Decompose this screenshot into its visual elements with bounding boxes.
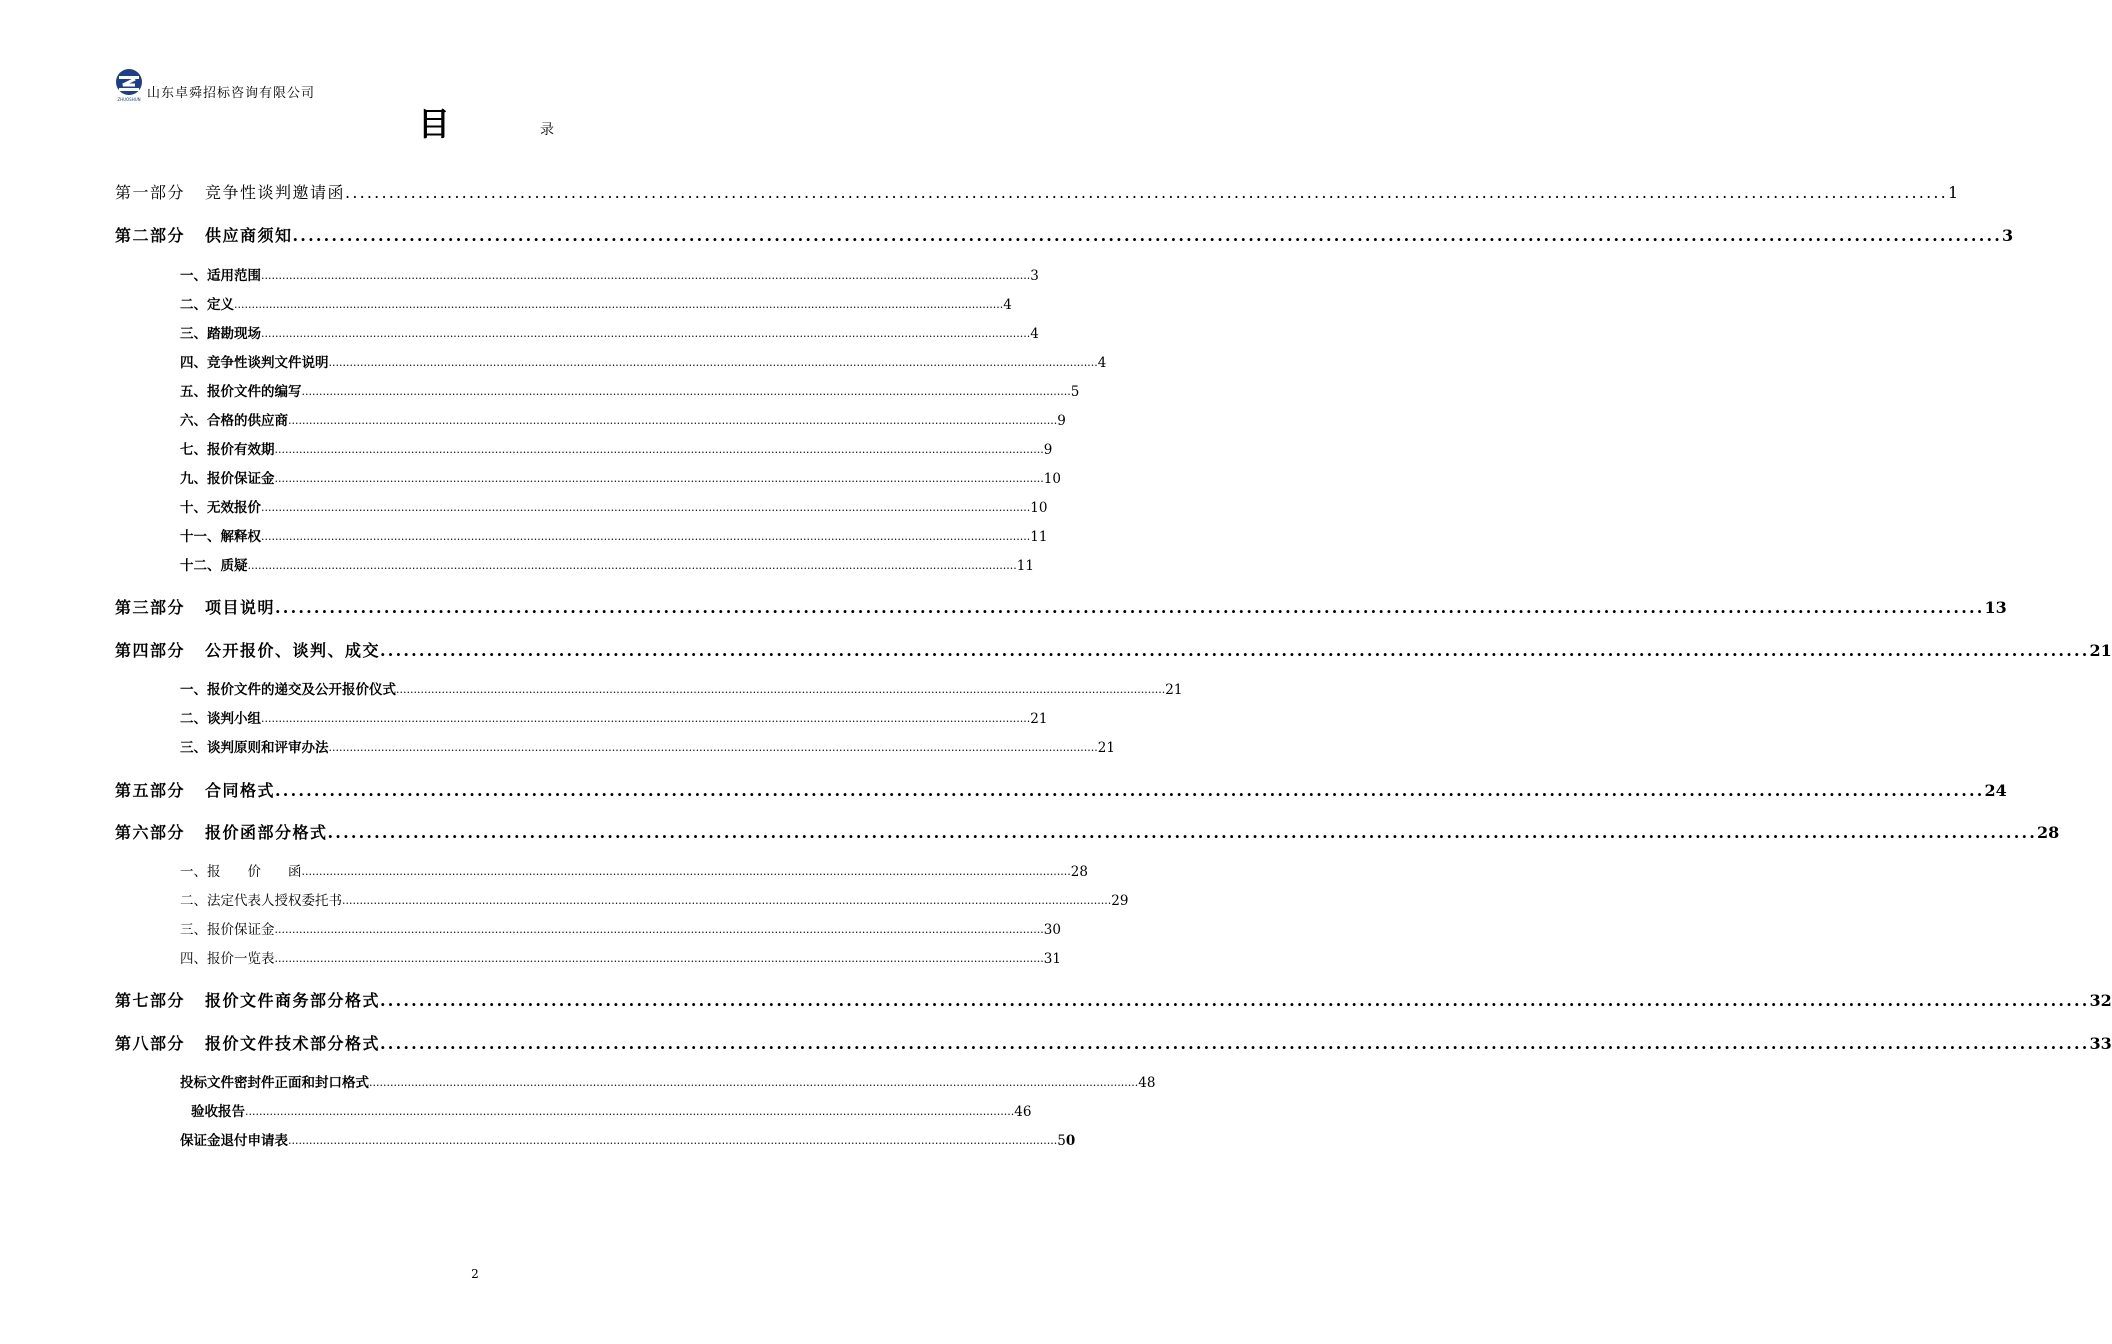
toc-page-number: 28 xyxy=(2037,823,2060,842)
toc-page-number: 30 xyxy=(1043,922,1061,938)
toc-leader-dots: ............................................................................................................................................................................................................................ xyxy=(234,298,1004,311)
toc-leader-dots: ............................................................................................................................................................................................................................ xyxy=(369,1076,1139,1089)
toc-section-entry[interactable] xyxy=(180,527,1048,547)
toc-entry-label xyxy=(115,989,380,1013)
toc-entry-label xyxy=(115,1032,380,1056)
toc-section-entry[interactable] xyxy=(180,469,1061,489)
company-name: 山东卓舜招标咨询有限公司 xyxy=(147,86,316,101)
toc-page-number: 21 xyxy=(1097,740,1115,756)
toc-entry-label: 验收报告 xyxy=(191,1104,245,1120)
toc-entry-label: 一、报价文件的递交及公开报价仪式 xyxy=(180,682,396,698)
toc-leader-dots: ............................................................................................................................................................................................................................ xyxy=(247,559,1017,572)
toc-entry-label xyxy=(115,779,275,803)
toc-section-entry[interactable] xyxy=(180,295,1012,315)
toc-leader-dots: ............................................................................................................................................................................................................................ xyxy=(261,269,1031,282)
toc-part-title: 报价文件商务部分格式 xyxy=(205,991,381,1010)
toc-leader-dots: ............................................................................................................................................................................................................................ xyxy=(274,952,1044,965)
toc-leader-dots: ............................................................................................................................................................................................................................ xyxy=(261,530,1031,543)
toc-leader-dots: ............................................................................................................................................................................................................................ xyxy=(288,414,1058,427)
toc-entry-label: 二、法定代表人授权委托书 xyxy=(180,893,342,909)
toc-leader-dots: ............................................................................................................................................................................................................................ xyxy=(380,991,2090,1010)
toc-part-title: 项目说明 xyxy=(205,598,276,617)
toc-page-number: 5 xyxy=(1070,384,1080,400)
title-suffix: 录 xyxy=(540,122,554,138)
toc-section-entry[interactable] xyxy=(180,1073,1156,1093)
toc-leader-dots: ............................................................................................................................................................................................................................ xyxy=(274,923,1044,936)
toc-entry-label xyxy=(115,224,293,248)
toc-part-number: 第三部分 xyxy=(115,598,186,617)
toc-page-number: 4 xyxy=(1030,326,1039,342)
toc-leader-dots: ............................................................................................................................................................................................................................ xyxy=(301,865,1071,878)
toc-entry-label xyxy=(115,596,275,620)
page-title xyxy=(0,104,950,144)
toc-leader-dots: ............................................................................................................................................................................................................................ xyxy=(292,226,2002,245)
toc-part-entry[interactable] xyxy=(115,821,2060,845)
toc-page-number: 28 xyxy=(1070,864,1088,880)
toc-page-number: 46 xyxy=(1014,1104,1032,1120)
toc-page-number: 21 xyxy=(1165,682,1183,698)
toc-part-entry[interactable] xyxy=(115,224,2014,248)
toc-leader-dots: ............................................................................................................................................................................................................................ xyxy=(274,472,1044,485)
toc-page-number: 21 xyxy=(2089,641,2112,660)
toc-page-number: 31 xyxy=(1043,951,1061,967)
toc-section-entry[interactable] xyxy=(180,862,1088,882)
company-logo-icon xyxy=(113,68,145,102)
toc-entry-label: 投标文件密封件正面和封口格式 xyxy=(180,1075,369,1091)
toc-part-number: 第四部分 xyxy=(115,641,186,660)
toc-part-entry[interactable] xyxy=(115,989,2112,1013)
toc-leader-dots: ............................................................................................................................................................................................................................ xyxy=(261,712,1031,725)
toc-page-number: 3 xyxy=(2002,226,2014,245)
toc-entry-label: 十、无效报价 xyxy=(180,500,261,516)
toc-section-entry[interactable] xyxy=(180,382,1080,402)
toc-leader-dots: ............................................................................................................................................................................................................................ xyxy=(380,641,2090,660)
toc-page-number: 50 xyxy=(1057,1133,1076,1149)
toc-entry-label: 三、踏勘现场 xyxy=(180,326,261,342)
toc-page-number: 10 xyxy=(1043,471,1061,487)
toc-page-number: 4 xyxy=(1097,355,1107,371)
toc-entry-label: 十一、解释权 xyxy=(180,529,261,545)
toc-part-number: 第二部分 xyxy=(115,226,186,245)
toc-entry-label: 九、报价保证金 xyxy=(180,471,275,487)
toc-leader-dots: ............................................................................................................................................................................................................................ xyxy=(342,894,1112,907)
toc-section-entry[interactable] xyxy=(180,411,1066,431)
toc-section-entry[interactable] xyxy=(180,891,1129,911)
toc-entry-label xyxy=(115,639,380,663)
toc-section-entry[interactable] xyxy=(180,709,1048,729)
toc-entry-label: 七、报价有效期 xyxy=(180,442,275,458)
toc-section-entry[interactable] xyxy=(180,949,1061,969)
toc-section-entry[interactable] xyxy=(180,920,1061,940)
toc-part-title: 公开报价、谈判、成交 xyxy=(205,641,381,660)
toc-entry-label: 四、报价一览表 xyxy=(180,951,275,967)
toc-part-entry[interactable] xyxy=(115,779,2007,803)
toc-page-number: 13 xyxy=(1984,598,2007,617)
toc-part-title: 供应商须知 xyxy=(205,226,293,245)
toc-entry-label: 十二、质疑 xyxy=(180,558,248,574)
toc-leader-dots: ............................................................................................................................................................................................................................ xyxy=(380,1034,2090,1053)
svg-text:ZHUOSHUN: ZHUOSHUN xyxy=(117,97,141,102)
toc-part-number: 第六部分 xyxy=(115,823,186,842)
toc-entry-label: 四、竞争性谈判文件说明 xyxy=(180,355,329,371)
toc-leader-dots: ............................................................................................................................................................................................................................ xyxy=(274,443,1044,456)
toc-entry-label: 二、定义 xyxy=(180,297,234,313)
toc-part-entry[interactable] xyxy=(115,181,1959,205)
toc-page-number: 24 xyxy=(1984,781,2007,800)
toc-page-number: 3 xyxy=(1030,268,1039,284)
toc-section-entry[interactable] xyxy=(180,324,1039,344)
toc-section-entry[interactable] xyxy=(180,556,1034,576)
toc-section-entry[interactable] xyxy=(180,498,1048,518)
toc-section-entry[interactable] xyxy=(180,353,1107,373)
toc-part-title: 报价函部分格式 xyxy=(205,823,328,842)
toc-entry-label: 一、报 价 函 xyxy=(180,864,302,880)
toc-entry-label: 二、谈判小组 xyxy=(180,711,261,727)
toc-part-number: 第八部分 xyxy=(115,1034,186,1053)
toc-leader-dots: ............................................................................................................................................................................................................................ xyxy=(345,183,1948,202)
toc-entry-label: 保证金退付申请表 xyxy=(180,1133,288,1149)
toc-leader-dots: ............................................................................................................................................................................................................................ xyxy=(245,1105,1015,1118)
toc-section-entry[interactable] xyxy=(180,680,1183,700)
toc-page-number: 32 xyxy=(2089,991,2112,1010)
toc-leader-dots: ............................................................................................................................................................................................................................ xyxy=(328,741,1098,754)
toc-section-entry[interactable] xyxy=(180,440,1053,460)
toc-leader-dots: ............................................................................................................................................................................................................................ xyxy=(301,385,1071,398)
toc-leader-dots: ............................................................................................................................................................................................................................ xyxy=(275,598,1985,617)
toc-page-number: 11 xyxy=(1016,558,1034,574)
toc-entry-label: 五、报价文件的编写 xyxy=(180,384,302,400)
toc-entry-label: 三、报价保证金 xyxy=(180,922,275,938)
toc-part-entry[interactable] xyxy=(115,1032,2112,1056)
toc-section-entry[interactable] xyxy=(180,266,1039,286)
toc-part-number: 第一部分 xyxy=(115,183,186,202)
toc-leader-dots: ............................................................................................................................................................................................................................ xyxy=(261,501,1031,514)
toc-leader-dots: ............................................................................................................................................................................................................................ xyxy=(288,1134,1058,1147)
toc-leader-dots: ............................................................................................................................................................................................................................ xyxy=(328,356,1098,369)
toc-entry-label xyxy=(115,821,328,845)
toc-page-number: 4 xyxy=(1003,297,1012,313)
toc-leader-dots: ............................................................................................................................................................................................................................ xyxy=(327,823,2037,842)
toc-part-title: 报价文件技术部分格式 xyxy=(205,1034,381,1053)
toc-part-number: 第五部分 xyxy=(115,781,186,800)
toc-leader-dots: ............................................................................................................................................................................................................................ xyxy=(396,683,1166,696)
toc-page-number: 9 xyxy=(1043,442,1053,458)
toc-part-title: 合同格式 xyxy=(205,781,276,800)
toc-page-number: 9 xyxy=(1057,413,1066,429)
toc-page-number: 11 xyxy=(1030,529,1048,545)
toc-section-entry[interactable] xyxy=(191,1102,1032,1122)
toc-page-number: 33 xyxy=(2089,1034,2112,1053)
toc-section-entry[interactable] xyxy=(180,738,1115,758)
toc-part-entry[interactable] xyxy=(115,639,2112,663)
toc-leader-dots: ............................................................................................................................................................................................................................ xyxy=(275,781,1985,800)
toc-page-number: 21 xyxy=(1030,711,1048,727)
toc-part-entry[interactable] xyxy=(115,596,2007,620)
toc-leader-dots: ............................................................................................................................................................................................................................ xyxy=(261,327,1031,340)
toc-entry-label: 一、适用范围 xyxy=(180,268,261,284)
toc-page-number: 10 xyxy=(1030,500,1048,516)
toc-page-number: 48 xyxy=(1138,1075,1156,1091)
toc-page-number: 1 xyxy=(1947,183,1959,202)
toc-part-title: 竞争性谈判邀请函 xyxy=(205,183,346,202)
title-main: 目 xyxy=(418,105,451,143)
toc-entry-label xyxy=(115,181,345,205)
toc-entry-label: 六、合格的供应商 xyxy=(180,413,288,429)
toc-page-number: 29 xyxy=(1111,893,1129,909)
page-header xyxy=(113,66,315,102)
page-number: 2 xyxy=(471,1267,479,1281)
toc-section-entry[interactable] xyxy=(180,1131,1076,1151)
toc-entry-label: 三、谈判原则和评审办法 xyxy=(180,740,329,756)
toc-part-number: 第七部分 xyxy=(115,991,186,1010)
